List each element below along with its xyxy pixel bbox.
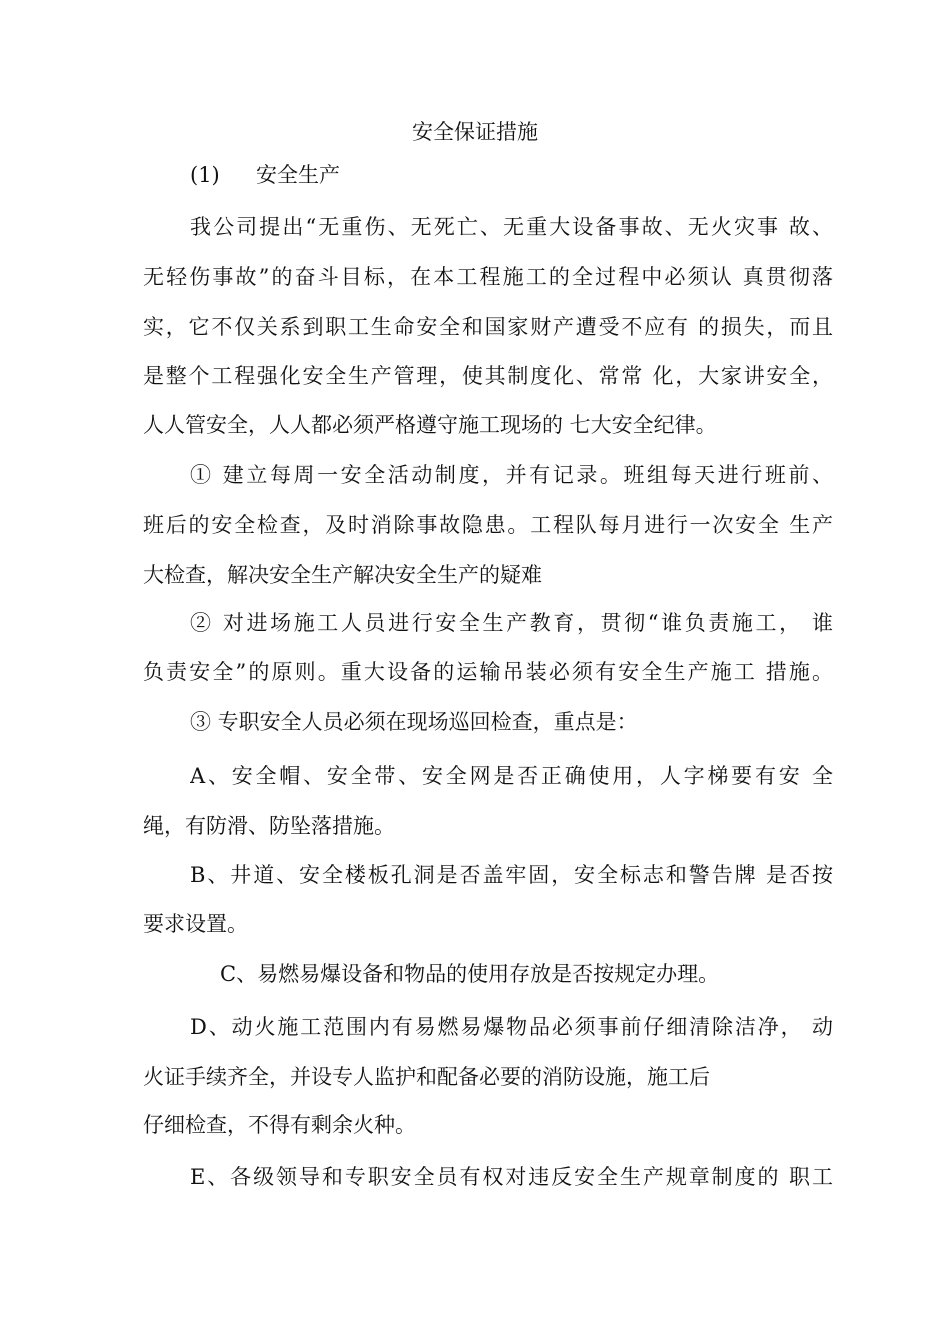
paragraph-line: 人人管安全，人人都必须严格遵守施工现场的 七大安全纪律。 <box>143 413 717 437</box>
paragraph-line: D、动火施工范围内有易燃易爆物品必须事前仔细清除洁净， 动 <box>190 1015 833 1039</box>
paragraph-line: A、安全帽、安全带、安全网是否正确使用，人字梯要有安 全 <box>190 764 833 788</box>
paragraph-line: 仔细检查，不得有剩余火种。 <box>143 1113 416 1137</box>
paragraph-line: 班后的安全检查，及时消除事故隐患。工程队每月进行一次安全 生产 <box>143 513 833 537</box>
paragraph-line: ① 建立每周一安全活动制度，并有记录。班组每天进行班前、 <box>190 463 833 487</box>
paragraph-line: 大检查，解决安全生产解决安全生产的疑难 <box>143 563 542 587</box>
paragraph-line: 无轻伤事故”的奋斗目标，在本工程施工的全过程中必须认 真贯彻落 <box>143 265 833 289</box>
page-title: 安全保证措施 <box>412 120 538 144</box>
paragraph-line: ② 对进场施工人员进行安全生产教育，贯彻“谁负责施工， 谁 <box>190 611 833 635</box>
paragraph-line: 是整个工程强化安全生产管理，使其制度化、常常 化，大家讲安全， <box>143 364 833 388</box>
paragraph-line: ③ 专职安全人员必须在现场巡回检查，重点是： <box>190 710 638 734</box>
paragraph-line: 要求设置。 <box>143 912 248 936</box>
paragraph-line: E、各级领导和专职安全员有权对违反安全生产规章制度的 职工 <box>190 1165 833 1189</box>
paragraph-line: 火证手续齐全，并设专人监护和配备必要的消防设施，施工后 <box>143 1065 710 1089</box>
paragraph-line: 绳，有防滑、防坠落措施。 <box>143 814 395 838</box>
section-heading-text: 安全生产 <box>256 163 340 187</box>
paragraph-line: 负责安全”的原则。重大设备的运输吊装必须有安全生产施工 措施。 <box>143 660 833 684</box>
paragraph-line: 我公司提出“无重伤、无死亡、无重大设备事故、无火灾事 故、 <box>190 215 833 239</box>
section-heading <box>190 160 340 190</box>
section-number: (1) <box>190 163 220 187</box>
paragraph-line: B、井道、安全楼板孔洞是否盖牢固，安全标志和警告牌 是否按 <box>190 863 833 887</box>
paragraph-line: 实，它不仅关系到职工生命安全和国家财产遭受不应有 的损失，而且 <box>143 315 833 339</box>
paragraph-line: C、易燃易爆设备和物品的使用存放是否按规定办理。 <box>220 962 720 986</box>
